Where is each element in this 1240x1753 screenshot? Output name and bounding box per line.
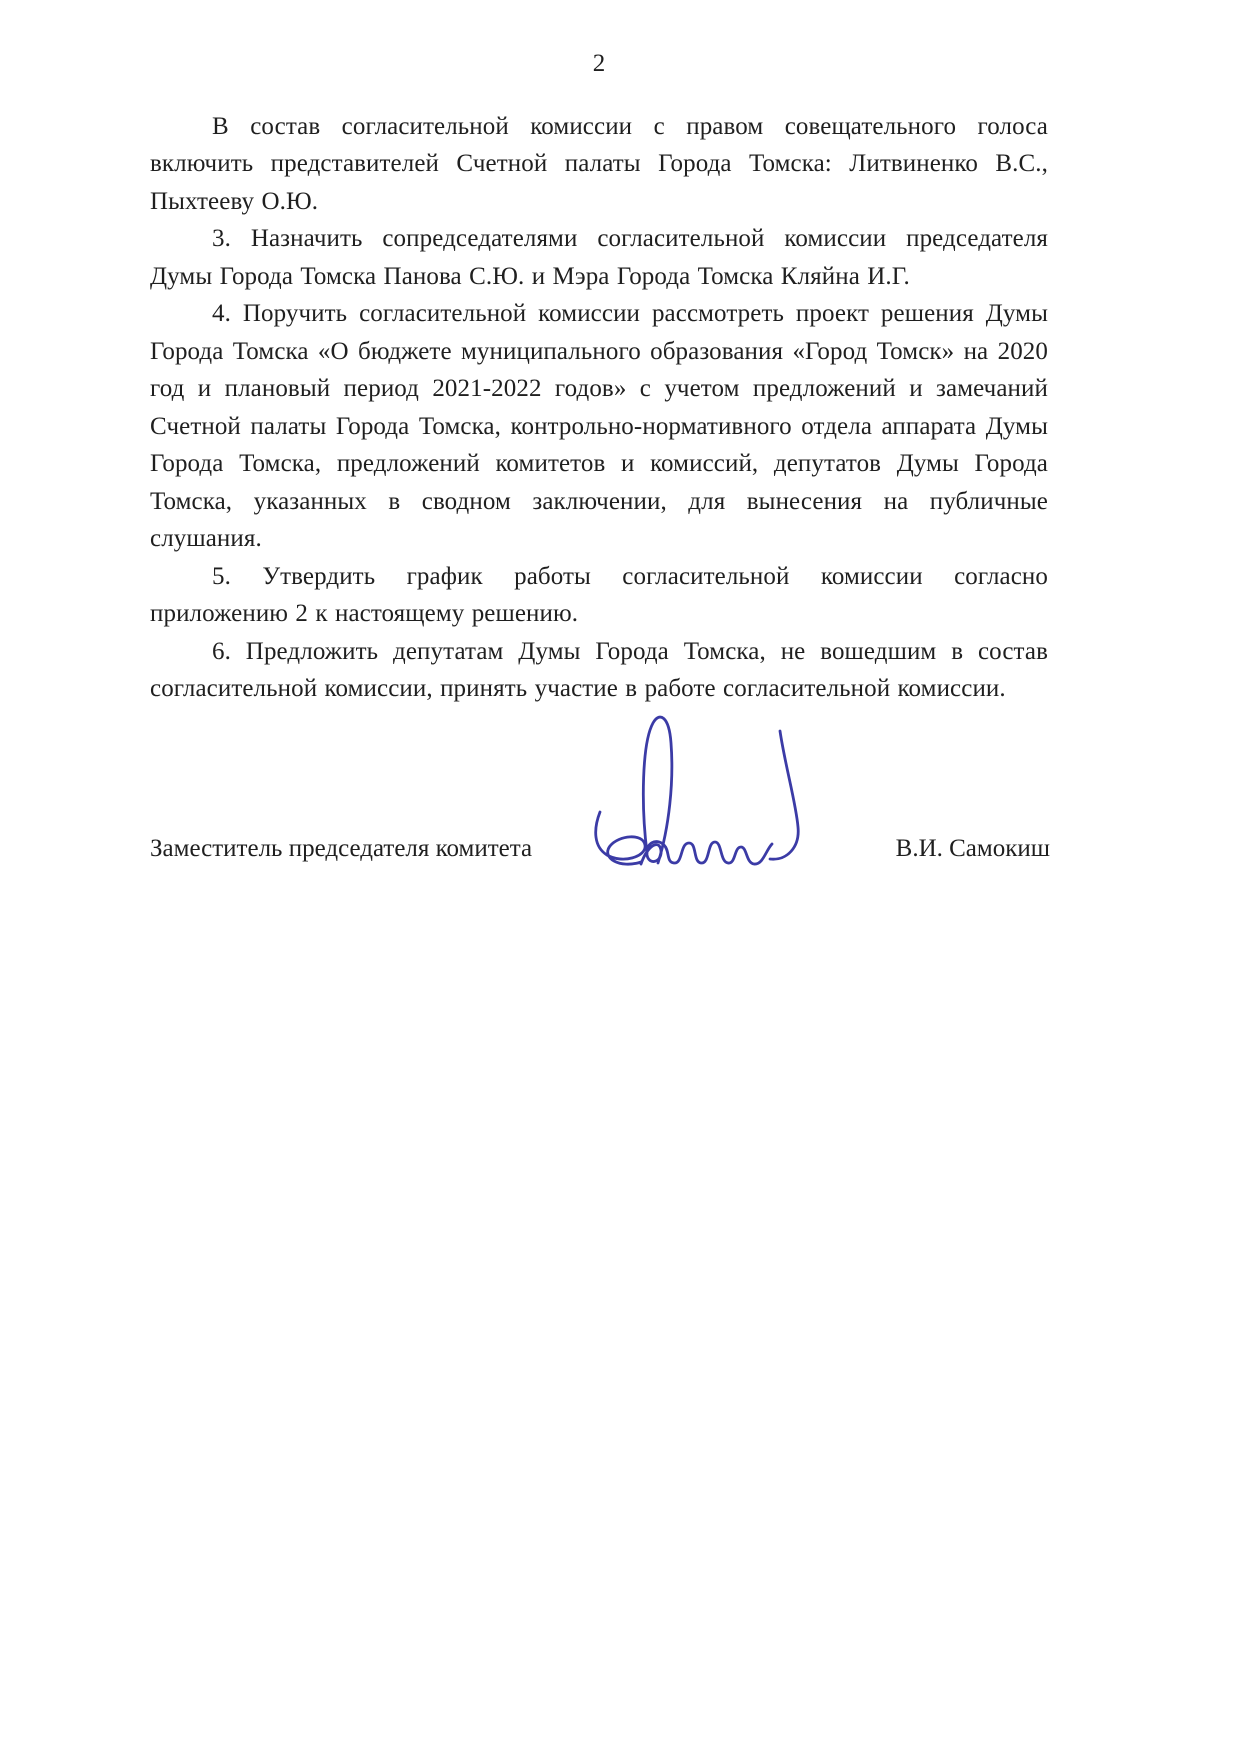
- signer-position-title: Заместитель председателя комитета: [150, 835, 533, 862]
- signature-left-hook-stroke: [596, 812, 645, 864]
- handwritten-signature-ink: [530, 640, 810, 880]
- signature-right-tall-stroke: [770, 731, 798, 859]
- paragraph-item-6-invitation: 6. Предложить депутатам Думы Города Томска, не вошедшим в состав согласительной комиссии, принять участие в работе согласительной комиссии.: [150, 637, 1048, 702]
- signature-scribble-stroke: [641, 842, 772, 864]
- page-number: 2: [592, 50, 606, 77]
- paragraph-commission-members: В состав согласительной комиссии с правом совещательного голоса включить представителей Счетной палаты Города Томска: Литвиненко В.С., Пыхтееву О.Ю.: [150, 112, 1048, 215]
- paragraph-item-4-budget-review: 4. Поручить согласительной комиссии рассмотреть проект решения Думы Города Томска «О бюджете муниципального образования «Город Томск» на 2020 год и плановый период 2021-2022 годов» с учетом предложений и замечаний Счетной палаты Города Томска, контрольно-нормативного отдела аппарата Думы Города Томска, предложений комитетов и комиссий, депутатов Думы Города Томска, указанных в сводном заключении, для вынесения на публичные слушания.: [150, 300, 1048, 552]
- paragraph-item-3-cochairs: 3. Назначить сопредседателями согласительной комиссии председателя Думы Города Томска Панова С.Ю. и Мэра Города Томска Кляйна И.Г.: [150, 225, 1048, 290]
- signer-name: В.И. Самокиш: [895, 835, 1050, 862]
- paragraph-item-5-schedule: 5. Утвердить график работы согласительной комиссии согласно приложению 2 к настоящему решению.: [150, 562, 1048, 627]
- document-body: [150, 45, 1048, 708]
